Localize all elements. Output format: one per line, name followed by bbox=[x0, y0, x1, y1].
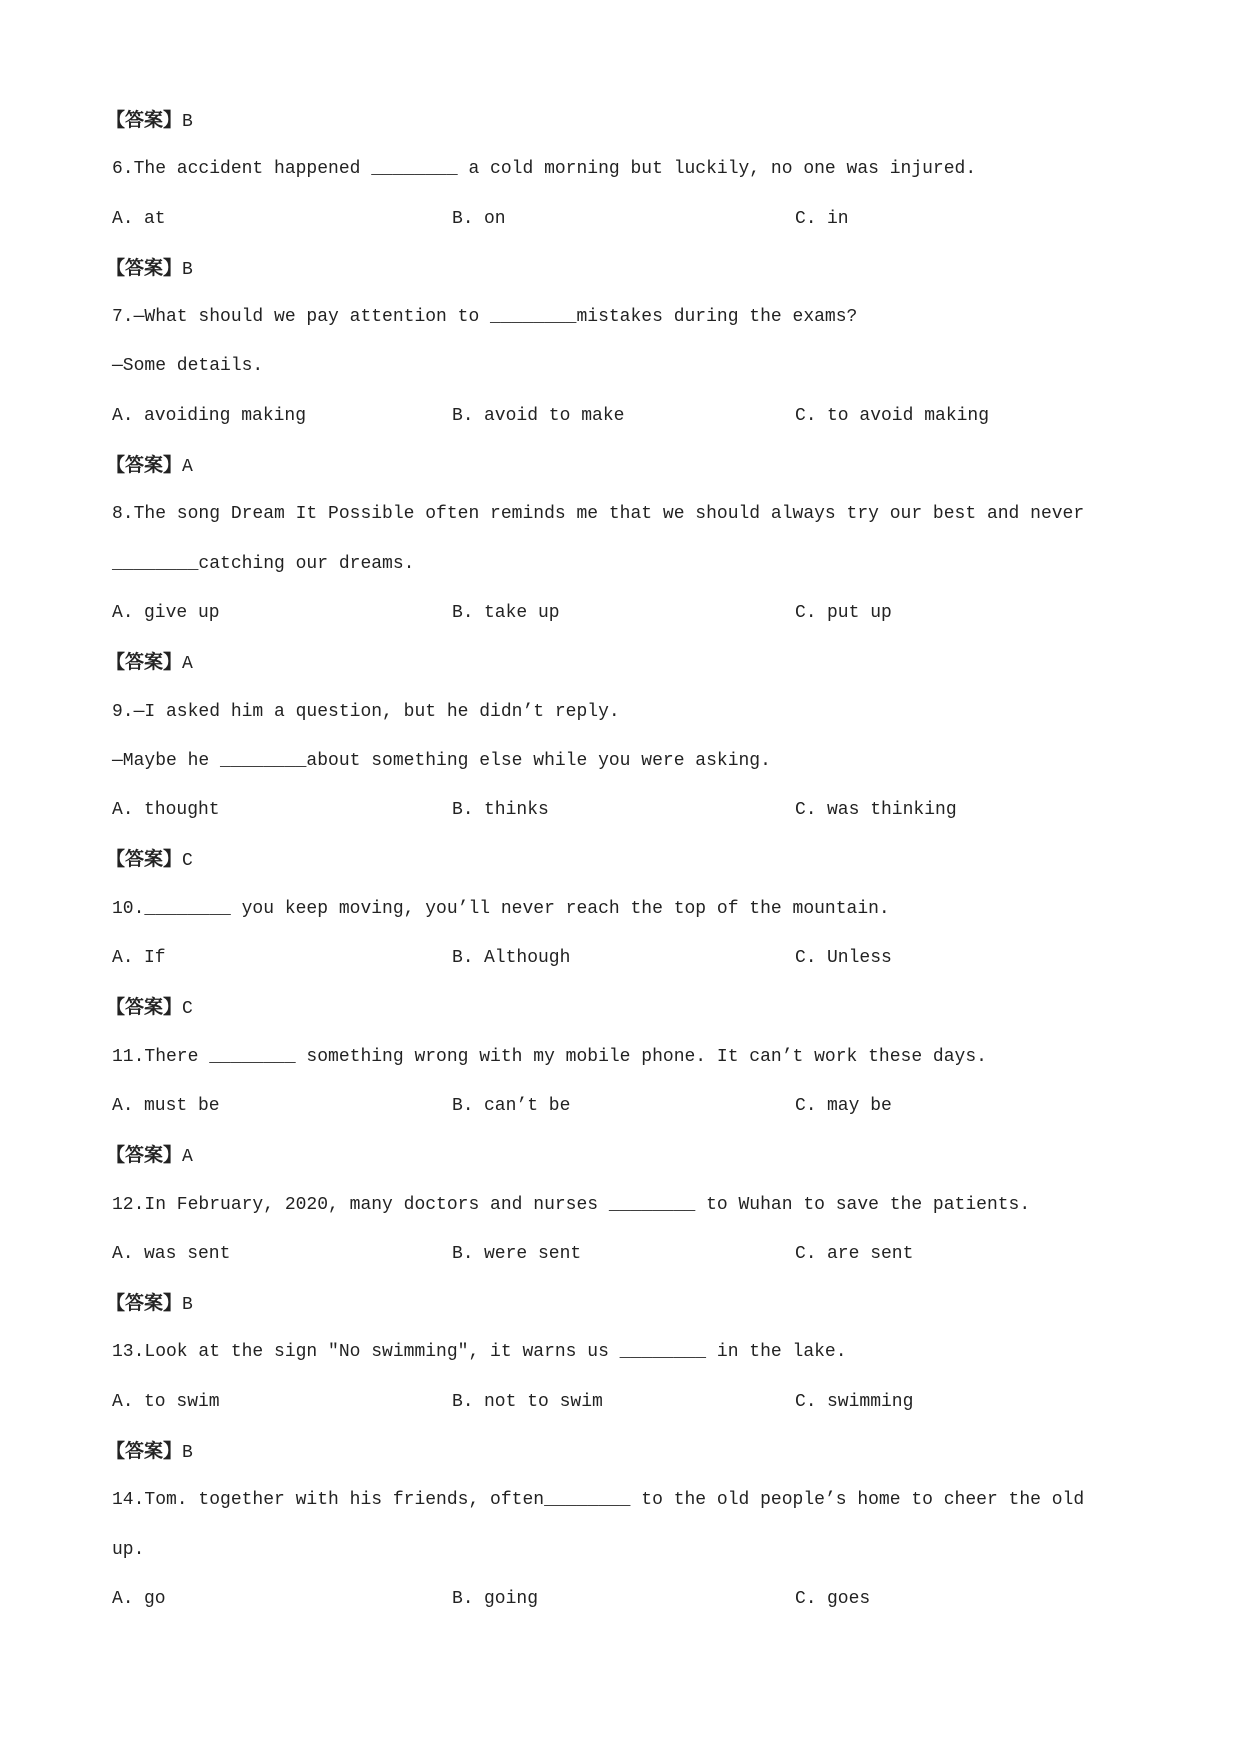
option-a bbox=[112, 392, 452, 441]
options-row bbox=[112, 934, 1241, 983]
option-text: If bbox=[144, 948, 166, 969]
option-a bbox=[112, 1230, 452, 1279]
options-row bbox=[112, 589, 1241, 638]
answer-label: 【答案】 bbox=[106, 1292, 183, 1315]
options-row bbox=[112, 1082, 1241, 1131]
option-b bbox=[452, 934, 795, 983]
option-letter: A. bbox=[112, 800, 134, 821]
option-letter: C. bbox=[795, 948, 817, 969]
option-text: on bbox=[484, 208, 506, 229]
option-text: goes bbox=[827, 1588, 871, 1609]
question-text-continued: —Maybe he ________about something else while you were asking. bbox=[112, 750, 771, 771]
option-text: going bbox=[484, 1588, 539, 1609]
option-a bbox=[112, 1378, 452, 1427]
option-c bbox=[795, 195, 1135, 244]
option-c bbox=[795, 934, 1135, 983]
options-row bbox=[112, 1575, 1241, 1624]
option-a bbox=[112, 589, 452, 638]
option-text: to swim bbox=[144, 1391, 220, 1412]
option-letter: A. bbox=[112, 405, 134, 426]
question-text: 13.Look at the sign ″No swimming″, it warns us ________ in the lake. bbox=[112, 1342, 847, 1363]
answer-value: A bbox=[182, 1147, 193, 1168]
question-8 bbox=[106, 490, 1241, 687]
option-letter: C. bbox=[795, 1095, 817, 1116]
option-letter: A. bbox=[112, 1588, 134, 1609]
option-letter: A. bbox=[112, 948, 134, 969]
option-text: to avoid making bbox=[827, 405, 990, 426]
question-text-continued: —Some details. bbox=[112, 356, 264, 377]
option-c bbox=[795, 786, 1135, 835]
option-c bbox=[795, 1230, 1135, 1279]
option-text: was thinking bbox=[827, 800, 957, 821]
option-c bbox=[795, 1575, 1135, 1624]
question-9 bbox=[106, 688, 1241, 885]
answer-label: 【答案】 bbox=[106, 848, 183, 871]
option-letter: A. bbox=[112, 1243, 134, 1264]
question-text: 10.________ you keep moving, you’ll never reach the top of the mountain. bbox=[112, 898, 890, 919]
option-b bbox=[452, 392, 795, 441]
question-text: 6.The accident happened ________ a cold morning but luckily, no one was injured. bbox=[112, 159, 977, 180]
options-row bbox=[112, 1378, 1241, 1427]
option-a bbox=[112, 1575, 452, 1624]
option-text: must be bbox=[144, 1095, 220, 1116]
question-text: 9.—I asked him a question, but he didn’t reply. bbox=[112, 701, 620, 722]
answer-value: C bbox=[182, 851, 193, 872]
option-text: were sent bbox=[484, 1243, 582, 1264]
answer-line bbox=[106, 1427, 1241, 1476]
answer-value: C bbox=[182, 999, 193, 1020]
question-text: 11.There ________ something wrong with my mobile phone. It can’t work these days. bbox=[112, 1046, 987, 1067]
question-text-continued: up. bbox=[112, 1539, 145, 1560]
answer-label: 【答案】 bbox=[106, 109, 183, 131]
option-c bbox=[795, 392, 1135, 441]
option-a bbox=[112, 1082, 452, 1131]
option-letter: C. bbox=[795, 405, 817, 426]
question-13 bbox=[106, 1328, 1241, 1476]
answer-label: 【答案】 bbox=[106, 651, 183, 674]
option-letter: A. bbox=[112, 1391, 134, 1412]
option-a bbox=[112, 786, 452, 835]
answer-line bbox=[106, 441, 1241, 490]
option-text: not to swim bbox=[484, 1391, 603, 1412]
option-a bbox=[112, 934, 452, 983]
option-text: avoiding making bbox=[144, 405, 307, 426]
option-letter: C. bbox=[795, 1243, 817, 1264]
option-letter: C. bbox=[795, 602, 817, 623]
option-letter: B. bbox=[452, 405, 474, 426]
option-letter: B. bbox=[452, 208, 474, 229]
option-b bbox=[452, 589, 795, 638]
answer-line bbox=[106, 96, 1241, 145]
answer-line bbox=[106, 1279, 1241, 1328]
option-letter: A. bbox=[112, 602, 134, 623]
answer-value: B bbox=[182, 112, 193, 132]
option-b bbox=[452, 1230, 795, 1279]
options-row bbox=[112, 195, 1241, 244]
option-b bbox=[452, 195, 795, 244]
answer-label: 【答案】 bbox=[106, 1144, 183, 1167]
option-text: was sent bbox=[144, 1243, 231, 1264]
option-text: take up bbox=[484, 602, 560, 623]
option-c bbox=[795, 589, 1135, 638]
option-letter: C. bbox=[795, 800, 817, 821]
option-text: give up bbox=[144, 602, 220, 623]
option-b bbox=[452, 1575, 795, 1624]
options-row bbox=[112, 786, 1241, 835]
question-7 bbox=[106, 293, 1241, 490]
option-letter: B. bbox=[452, 602, 474, 623]
answer-label: 【答案】 bbox=[106, 256, 183, 279]
option-text: are sent bbox=[827, 1243, 914, 1264]
answer-line bbox=[106, 1131, 1241, 1180]
option-text: at bbox=[144, 208, 166, 229]
answer-line bbox=[106, 835, 1241, 884]
option-letter: B. bbox=[452, 948, 474, 969]
option-text: swimming bbox=[827, 1391, 914, 1412]
answer-value: B bbox=[182, 259, 193, 280]
option-letter: C. bbox=[795, 1391, 817, 1412]
answer-value: A bbox=[182, 654, 193, 675]
option-text: put up bbox=[827, 602, 892, 623]
option-letter: B. bbox=[452, 800, 474, 821]
question-12 bbox=[106, 1181, 1241, 1329]
option-letter: B. bbox=[452, 1588, 474, 1609]
option-letter: A. bbox=[112, 208, 134, 229]
answer-value: A bbox=[182, 457, 193, 478]
option-letter: B. bbox=[452, 1243, 474, 1264]
question-10 bbox=[106, 885, 1241, 1033]
option-b bbox=[452, 1378, 795, 1427]
option-letter: C. bbox=[795, 1588, 817, 1609]
option-c bbox=[795, 1082, 1135, 1131]
question-text: 12.In February, 2020, many doctors and nurses ________ to Wuhan to save the patients. bbox=[112, 1194, 1031, 1215]
answer-value: B bbox=[182, 1295, 193, 1316]
option-text: thought bbox=[144, 800, 220, 821]
option-letter: A. bbox=[112, 1095, 134, 1116]
question-text: 7.—What should we pay attention to ________mistakes during the exams? bbox=[112, 307, 858, 328]
option-b bbox=[452, 786, 795, 835]
question-6 bbox=[106, 145, 1241, 293]
answer-label: 【答案】 bbox=[106, 996, 183, 1019]
option-text: Although bbox=[484, 948, 571, 969]
option-text: go bbox=[144, 1588, 166, 1609]
option-text: in bbox=[827, 208, 849, 229]
question-text-continued: ________catching our dreams. bbox=[112, 553, 415, 574]
option-text: Unless bbox=[827, 948, 892, 969]
answer-line bbox=[106, 244, 1241, 293]
answer-line bbox=[106, 638, 1241, 687]
option-text: can’t be bbox=[484, 1095, 571, 1116]
option-letter: B. bbox=[452, 1095, 474, 1116]
question-14 bbox=[112, 1476, 1241, 1624]
option-text: thinks bbox=[484, 800, 549, 821]
options-row bbox=[112, 392, 1241, 441]
question-text: 14.Tom. together with his friends, often________ to the old people’s home to cheer the old bbox=[112, 1490, 1085, 1511]
answer-label: 【答案】 bbox=[106, 1440, 183, 1463]
option-c bbox=[795, 1378, 1135, 1427]
question-11 bbox=[106, 1033, 1241, 1181]
answer-value: B bbox=[182, 1443, 193, 1464]
option-a bbox=[112, 195, 452, 244]
options-row bbox=[112, 1230, 1241, 1279]
option-b bbox=[452, 1082, 795, 1131]
answer-label: 【答案】 bbox=[106, 454, 183, 477]
answer-line bbox=[106, 983, 1241, 1032]
option-letter: B. bbox=[452, 1391, 474, 1412]
option-text: avoid to make bbox=[484, 405, 625, 426]
option-text: may be bbox=[827, 1095, 892, 1116]
question-text: 8.The song Dream It Possible often reminds me that we should always try our best and never bbox=[112, 504, 1085, 525]
option-letter: C. bbox=[795, 208, 817, 229]
